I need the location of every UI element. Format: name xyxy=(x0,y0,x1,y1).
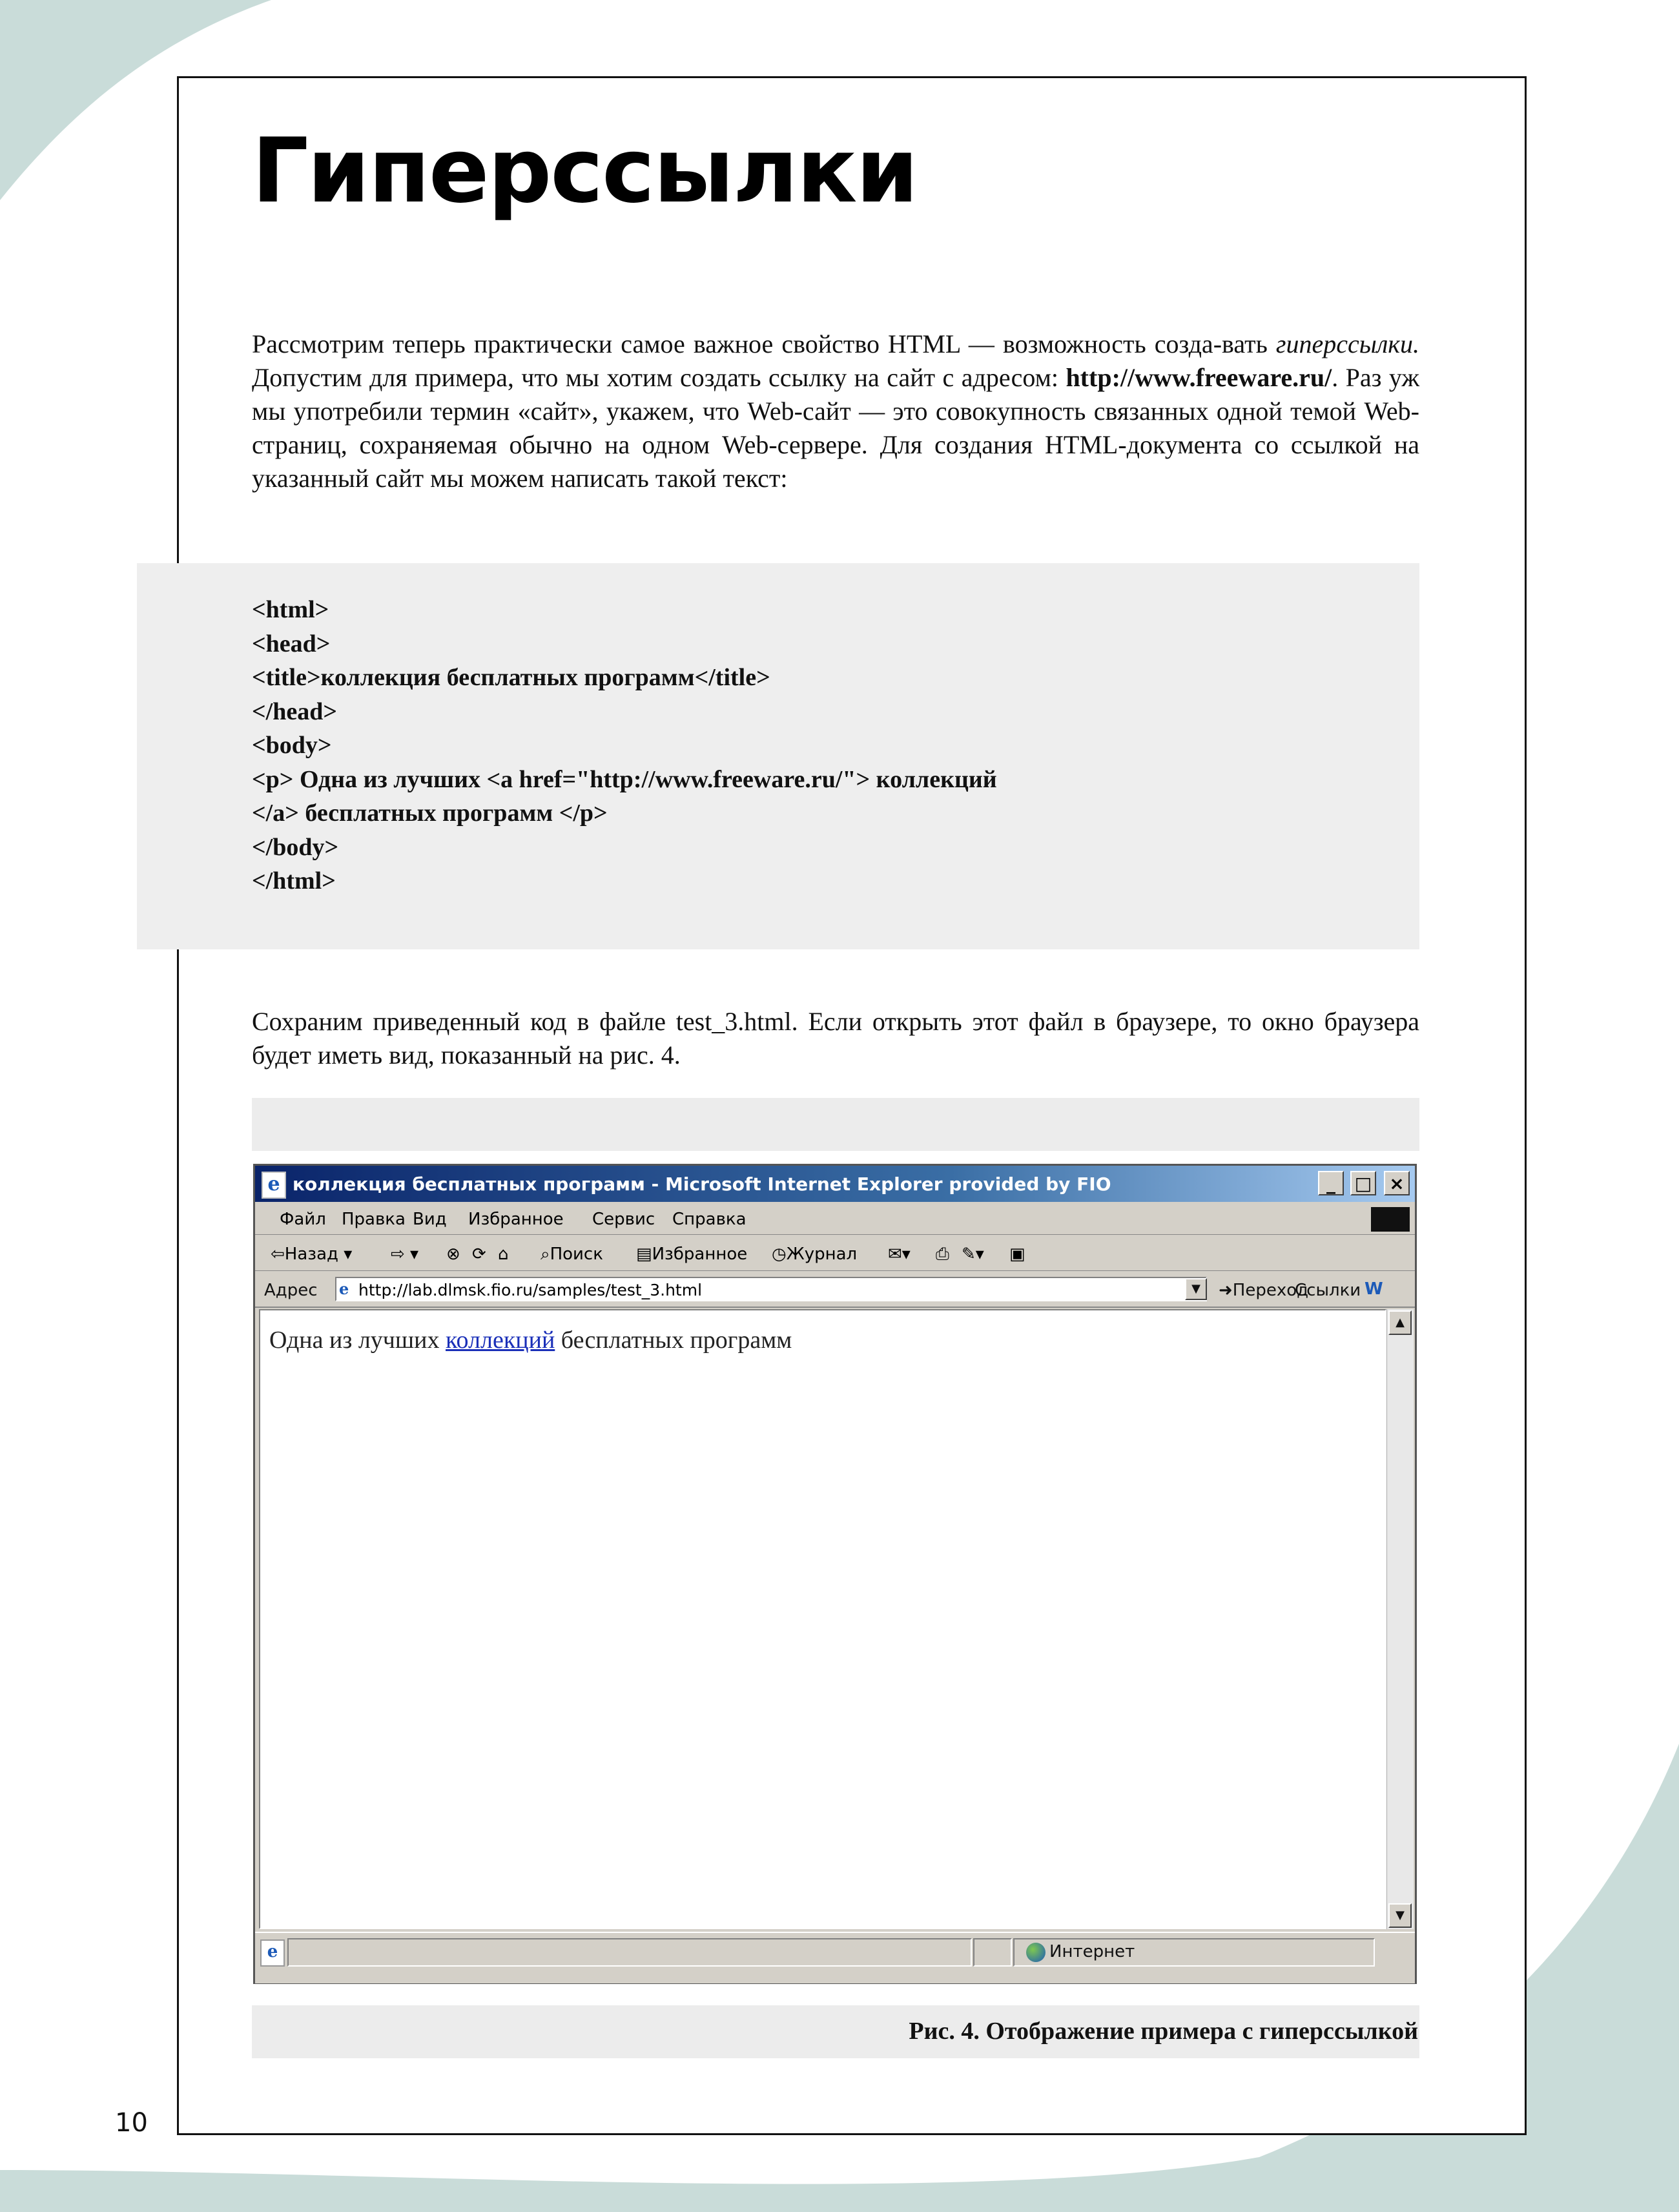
intro-text-2: Допустим для примера, что мы хотим создать ссылку на сайт с адресом: xyxy=(252,363,1066,392)
code-line: </a> бесплатных программ </p> xyxy=(252,800,608,827)
stop-icon[interactable]: ⊗ xyxy=(446,1245,460,1264)
browser-content-area xyxy=(259,1309,1386,1929)
search-label: Поиск xyxy=(550,1245,603,1264)
status-zone xyxy=(1026,1942,1135,1962)
globe-icon xyxy=(1026,1943,1046,1962)
intro-paragraph xyxy=(252,327,1419,495)
code-listing xyxy=(252,593,997,898)
favorites-icon: ▤ xyxy=(636,1245,652,1264)
content-after: бесплатных программ xyxy=(555,1327,792,1354)
code-line: <p> Одна из лучших <a href="http://www.freeware.ru/"> коллекций xyxy=(252,765,997,793)
page-icon: e xyxy=(339,1279,349,1298)
address-input[interactable] xyxy=(335,1277,1207,1301)
status-zone-label: Интернет xyxy=(1049,1942,1135,1961)
figure-top-band xyxy=(252,1098,1419,1151)
address-label: Адрес xyxy=(264,1281,318,1300)
print-icon[interactable]: ⎙ xyxy=(936,1245,949,1264)
save-paragraph: Сохраним приведенный код в файле test_3.html. Если открыть этот файл в браузере, то окно браузера будет иметь вид, показанный на рис. 4. xyxy=(252,1007,1419,1070)
intro-text-3: . Раз уж мы употребили термин «сайт», укажем, что Web-сайт — это совокупность связанных одной темой Web-страниц, сохраняемая обычно на одном Web-сервере. Для создания HTML-документа со ссылкой на указанный сайт мы можем написать такой текст: xyxy=(252,363,1419,493)
status-cell xyxy=(973,1938,1012,1967)
vertical-scrollbar[interactable] xyxy=(1386,1309,1414,1929)
favorites-label: Избранное xyxy=(652,1245,748,1264)
intro-url: http://www.freeware.ru/ xyxy=(1066,363,1332,392)
menu-edit[interactable]: Правка xyxy=(342,1210,406,1229)
menu-view[interactable]: Вид xyxy=(413,1210,447,1229)
intro-text-1: Рассмотрим теперь практически самое важное свойство HTML — возможность созда-вать xyxy=(252,329,1276,358)
status-text-cell xyxy=(287,1938,972,1967)
status-page-icon: e xyxy=(260,1939,285,1967)
search-button[interactable] xyxy=(541,1245,603,1265)
menu-help[interactable]: Справка xyxy=(672,1210,747,1229)
back-arrow-icon: ⇦ xyxy=(271,1245,285,1264)
address-dropdown-button[interactable]: ▼ xyxy=(1185,1278,1207,1300)
browser-titlebar xyxy=(255,1166,1415,1202)
caption-band xyxy=(252,2005,1419,2058)
maximize-button[interactable]: □ xyxy=(1350,1171,1376,1195)
code-line: </html> xyxy=(252,867,336,894)
menu-bar xyxy=(255,1203,1415,1235)
scroll-up-button[interactable]: ▲ xyxy=(1388,1310,1412,1335)
code-line: <body> xyxy=(252,732,332,759)
figure-caption: Рис. 4. Отображение примера с гиперссылкой xyxy=(909,2018,1418,2045)
menu-tools[interactable]: Сервис xyxy=(592,1210,655,1229)
browser-window-figure xyxy=(253,1164,1417,1984)
discuss-icon[interactable]: ▣ xyxy=(1009,1245,1025,1264)
menu-favorites[interactable]: Избранное xyxy=(468,1210,564,1229)
minimize-button[interactable]: _ xyxy=(1318,1171,1344,1195)
home-icon[interactable]: ⌂ xyxy=(498,1245,509,1264)
links-extra-icon[interactable]: W xyxy=(1365,1279,1383,1299)
ie-icon: e xyxy=(262,1172,286,1199)
favorites-button[interactable] xyxy=(636,1245,747,1264)
search-icon: ⌕ xyxy=(541,1245,550,1264)
code-line: <title>коллекция бесплатных программ</title> xyxy=(252,664,770,691)
page-number: 10 xyxy=(115,2108,148,2138)
address-bar xyxy=(255,1272,1415,1308)
refresh-icon[interactable]: ⟳ xyxy=(472,1245,486,1264)
forward-button[interactable]: ⇨ ▾ xyxy=(391,1245,419,1264)
browser-toolbar xyxy=(255,1235,1415,1271)
close-button[interactable]: × xyxy=(1384,1171,1410,1195)
status-bar xyxy=(255,1932,1415,1983)
intro-term: гиперссылки. xyxy=(1275,329,1419,358)
page-title: Гиперссылки xyxy=(252,119,918,223)
back-label: Назад xyxy=(284,1245,339,1264)
code-line: <html> xyxy=(252,596,329,623)
code-line: </head> xyxy=(252,698,337,725)
links-button[interactable]: Ссылки xyxy=(1295,1281,1361,1300)
history-label: Журнал xyxy=(786,1245,858,1264)
address-value: http://lab.dlmsk.fio.ru/samples/test_3.html xyxy=(358,1281,703,1299)
go-label: Переход xyxy=(1232,1281,1309,1300)
back-button[interactable]: ⇦Назад ▾ xyxy=(271,1245,353,1264)
menu-file[interactable]: Файл xyxy=(280,1210,326,1229)
code-line: <head> xyxy=(252,630,331,657)
windows-logo-icon xyxy=(1371,1207,1410,1232)
edit-icon[interactable]: ✎▾ xyxy=(962,1245,984,1264)
go-arrow-icon: ➜ xyxy=(1219,1281,1233,1300)
history-button[interactable] xyxy=(772,1245,857,1264)
content-text xyxy=(269,1326,792,1354)
content-before: Одна из лучших xyxy=(269,1327,446,1354)
content-link[interactable]: коллекций xyxy=(446,1327,555,1354)
window-title: коллекция бесплатных программ - Microsoft Internet Explorer provided by FIO xyxy=(293,1173,1111,1195)
scroll-down-button[interactable]: ▼ xyxy=(1388,1903,1412,1928)
mail-icon[interactable]: ✉▾ xyxy=(888,1245,911,1264)
code-line: </body> xyxy=(252,833,339,861)
history-icon: ◷ xyxy=(772,1245,787,1264)
